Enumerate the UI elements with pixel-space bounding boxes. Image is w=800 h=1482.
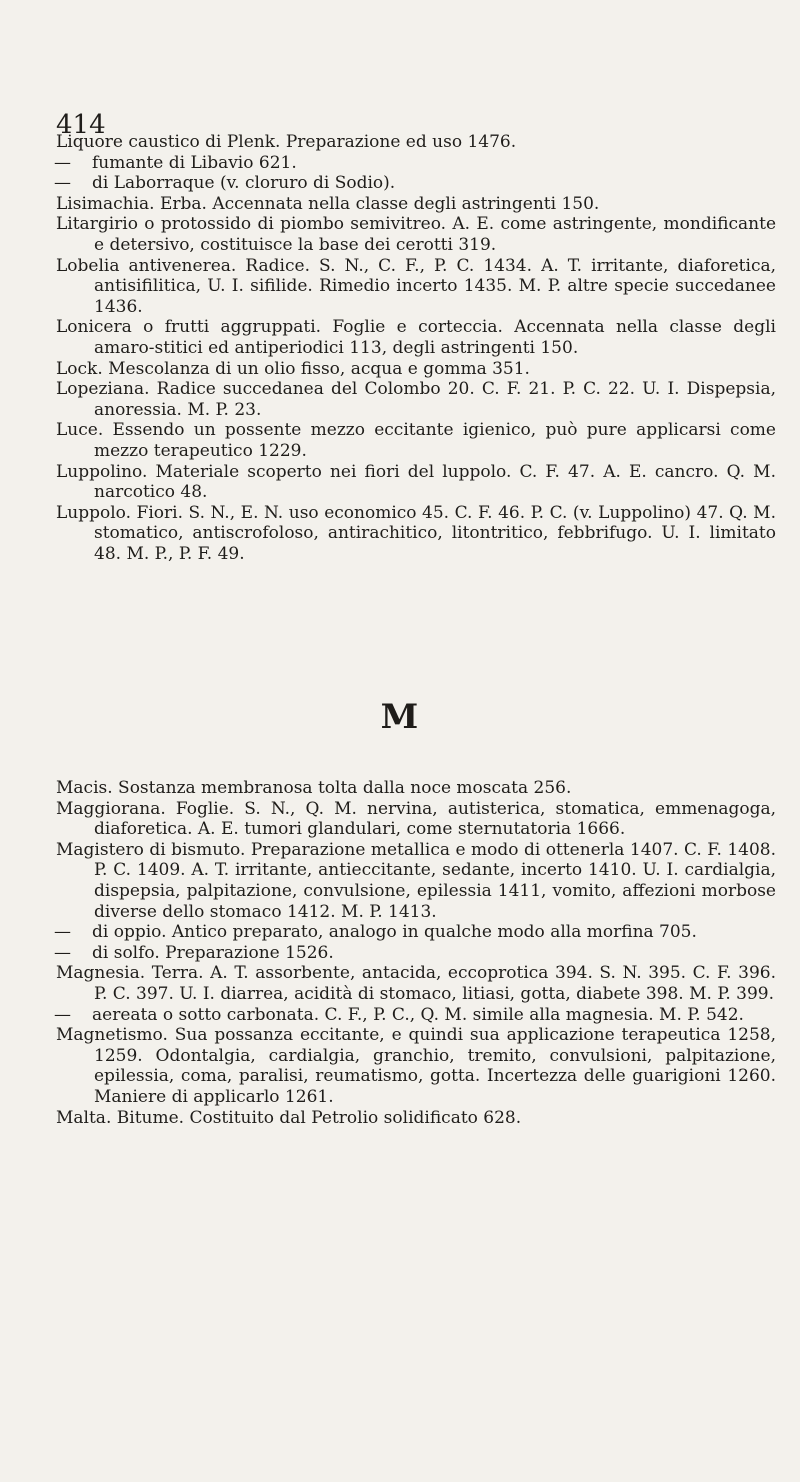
entry-headword: Luce.: [56, 420, 104, 441]
ditto-dash: —: [54, 152, 71, 173]
ditto-dash: —: [54, 1004, 71, 1025]
entry-headword: Magnesia.: [56, 963, 146, 984]
ditto-dash: —: [54, 922, 71, 943]
index-entry-magnetismo: [56, 1025, 776, 1107]
entry-text: o protossido di piombo semivitreo. A. E. come astringente, mondificante e detersivo, costituisce la base dei cerotti 319.: [94, 214, 776, 255]
entry-headword: Lisimachia.: [56, 193, 155, 214]
entry-headword: Lobelia: [56, 255, 120, 276]
entry-text: Sostanza membranosa tolta dalla noce moscata 256.: [112, 778, 572, 798]
ditto-dash: —: [54, 173, 71, 194]
index-entry-liquore-laborraque: [56, 173, 776, 194]
entry-headword: Luppolo.: [56, 502, 132, 523]
entry-headword: Lock.: [56, 358, 103, 379]
entry-text: Foglie. S. N., Q. M. nervina, autisterica, stomatica, emmenagoga, diaforetica. A. E. tumori glandulari, come sternutatoria 1666.: [94, 798, 776, 840]
index-entry-magistero-solfo: [56, 943, 776, 964]
page-number: 414: [56, 110, 106, 140]
entry-text: Mescolanza di un olio fisso, acqua e gomma 351.: [102, 358, 530, 379]
entry-text: caustico di Plenk. Preparazione ed uso 1476.: [122, 132, 517, 152]
entry-text: Terra. A. T. assorbente, antacida, eccoprotica 394. S. N. 395. C. F. 396. P. C. 397. U. I. diarrea, acidità di stomaco, litiasi, gotta, diabete 398. M. P. 399.: [94, 963, 776, 1004]
entry-text: di solfo. Preparazione 1526.: [92, 942, 334, 963]
entry-text: Fiori. S. N., E. N. uso economico 45. C. F. 46. P. C. (v. Luppolino) 47. Q. M. stomatico, antiscrofoloso, antirachitico, litontritico, febbrifugo. U. I. limitato 48. M. P., P. F. 49.: [94, 502, 776, 564]
entry-headword: Lopeziana.: [56, 379, 150, 400]
index-entry-litargirio: [56, 214, 776, 255]
entry-text: fumante di Libavio 621.: [92, 152, 297, 173]
entry-headword: Macis.: [56, 778, 113, 798]
index-entry-lisimachia: [56, 194, 776, 215]
entry-text: o frutti aggruppati. Foglie e corteccia. Accennata nella classe degli amaro-stitici ed antiperiodici 113, degli astringenti 150.: [94, 317, 776, 358]
entry-text: di Laborraque (v. cloruro di Sodio).: [92, 173, 396, 194]
ditto-dash: —: [54, 942, 71, 963]
entry-headword: Malta.: [56, 1107, 112, 1128]
entries-section-m: [56, 778, 776, 1128]
entry-headword: Liquore: [56, 132, 123, 152]
entry-headword: Magistero: [56, 839, 144, 860]
entry-text: aereata o sotto carbonata. C. F., P. C., Q. M. simile alla magnesia. M. P. 542.: [92, 1004, 744, 1025]
entry-headword: Litargirio: [56, 214, 138, 235]
index-entry-magistero: [56, 840, 776, 922]
index-entry-lock: [56, 359, 776, 380]
entry-text: antivenerea. Radice. S. N., C. F., P. C. 1434. A. T. irritante, diaforetica, antisifilitica, U. I. sifilide. Rimedio incerto 1435. M. P. altre specie succedanee 1436.: [94, 255, 776, 317]
index-entry-magnesia: [56, 963, 776, 1004]
index-entry-magistero-oppio: [56, 922, 776, 943]
section-letter: M: [380, 697, 420, 737]
entry-text: di bismuto. Preparazione metallica e modo di ottenerla 1407. C. F. 1408. P. C. 1409. A. T. irritante, antieccitante, sedante, incerto 1410. U. I. cardialgia, dispepsia, palpitazione, convulsione, epilessia 1411, vomito, affezioni morbose diverse dello stomaco 1412. M. P. 1413.: [94, 839, 776, 922]
index-entry-luppolino: [56, 462, 776, 503]
entry-headword: Lonicera: [56, 317, 132, 338]
index-entry-macis: [56, 778, 776, 799]
entry-text: di oppio. Antico preparato, analogo in qualche modo alla morfina 705.: [92, 922, 697, 943]
entry-headword: Magnetismo.: [56, 1025, 168, 1046]
entry-headword: Luppolino.: [56, 461, 148, 482]
entry-text: Essendo un possente mezzo eccitante igienico, può pure applicarsi come mezzo terapeutico 1229.: [94, 420, 776, 461]
entry-text: Bitume. Costituito dal Petrolio solidificato 628.: [111, 1107, 522, 1128]
index-entry-luce: [56, 420, 776, 461]
index-entry-liquore: [56, 132, 776, 153]
index-entry-magnesia-aereata: [56, 1005, 776, 1026]
index-entry-maggiorana: [56, 799, 776, 840]
index-entry-lobelia: [56, 256, 776, 318]
entry-text: Radice succedanea del Colombo 20. C. F. 21. P. C. 22. U. I. Dispepsia, anoressia. M. P. 23.: [94, 379, 776, 420]
index-entry-liquore-fumante: [56, 153, 776, 174]
index-entry-lopeziana: [56, 379, 776, 420]
entry-text: Materiale scoperto nei fiori del luppolo. C. F. 47. A. E. cancro. Q. M. narcotico 48.: [94, 461, 776, 503]
entry-headword: Maggiorana.: [56, 798, 166, 819]
entry-text: Sua possanza eccitante, e quindi sua applicazione terapeutica 1258, 1259. Odontalgia, cardialgia, granchio, tremito, convulsioni, palpitazione, epilessia, coma, paralisi, reumatismo, gotta. Incertezza delle guarigioni 1260. Maniere di applicarlo 1261.: [94, 1025, 776, 1107]
index-entry-lonicera: [56, 317, 776, 358]
index-entry-malta: [56, 1108, 776, 1129]
entry-text: Erba. Accennata nella classe degli astringenti 150.: [154, 193, 600, 214]
entries-section-l: [56, 132, 776, 564]
index-entry-luppolo: [56, 503, 776, 565]
